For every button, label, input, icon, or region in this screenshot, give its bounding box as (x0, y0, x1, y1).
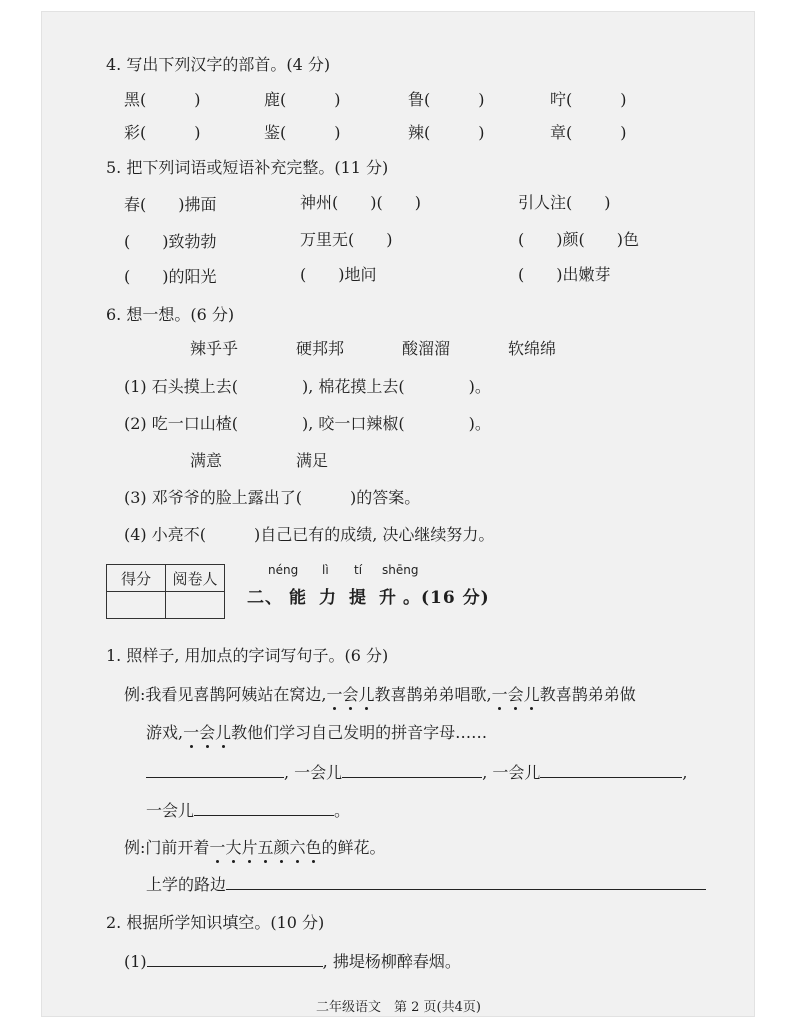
example-text: 教喜鹊弟弟做 (539, 685, 636, 704)
q6-sentence: (1) 石头摸上去( ), 棉花摸上去( )。 (124, 377, 491, 396)
fill-text: , 一会儿 (284, 763, 343, 782)
example-text: 教他们学习自己发明的拼音字母…… (231, 723, 488, 742)
q5-item: 万里无( ) (300, 230, 393, 249)
q4-item: 彩( ) (124, 123, 201, 142)
q6-sentence: (4) 小亮不( )自己已有的成绩, 决心继续努力。 (124, 525, 495, 544)
q5-item: 春( )拂面 (124, 195, 217, 214)
section2-points: 。(16 分) (403, 588, 490, 608)
q4-item: 鲁( ) (408, 90, 485, 109)
p1-fill-line-1 (146, 760, 687, 783)
answer-blank[interactable] (147, 950, 323, 967)
prompt-text: 上学的路边 (146, 875, 227, 894)
example-text: 游戏, (146, 723, 184, 742)
q5-title: 5. 把下列词语或短语补充完整。(11 分) (106, 158, 389, 177)
page-footer: 二年级语文 第 2 页(共4页) (316, 1000, 481, 1015)
example-text: 教喜鹊弟弟唱歌, (374, 685, 492, 704)
q5-item: ( )颜( )色 (518, 230, 639, 249)
q6-title: 6. 想一想。(6 分) (106, 305, 235, 324)
q4-item: 鹿( ) (264, 90, 341, 109)
section2-pinyin (268, 563, 418, 577)
pinyin-syllable: lì (322, 563, 329, 577)
q6-word-option: 满足 (296, 451, 329, 470)
fill-text: 。 (334, 801, 351, 820)
q5-item: 神州( )( ) (300, 193, 421, 212)
q4-item: 章( ) (550, 123, 627, 142)
p2-title: 2. 根据所学知识填空。(10 分) (106, 913, 325, 932)
dotted-word: 一会儿 (183, 723, 232, 742)
q4-item: 辣( ) (408, 123, 485, 142)
q6-sentence: (2) 吃一口山楂( ), 咬一口辣椒( )。 (124, 414, 491, 433)
answer-blank[interactable] (540, 761, 682, 778)
p1-example-1-line1 (124, 682, 636, 705)
pinyin-syllable: shēng (382, 563, 419, 577)
q4-item: 黑( ) (124, 90, 201, 109)
p1-fill-line-2 (146, 798, 350, 821)
item-number: (1) (124, 952, 147, 971)
example-text: 的鲜花。 (321, 838, 386, 857)
fill-text: 一会儿 (146, 801, 195, 820)
score-cell[interactable] (107, 592, 166, 619)
fill-text: , 拂堤杨柳醉春烟。 (322, 952, 461, 971)
q6-word-option: 软绵绵 (508, 339, 557, 358)
answer-blank[interactable] (194, 799, 334, 816)
q6-word-option: 辣乎乎 (190, 339, 239, 358)
q5-item: ( )的阳光 (124, 267, 217, 286)
pinyin-syllable: néng (268, 563, 299, 577)
pinyin-syllable: tí (354, 563, 363, 577)
grader-label: 阅卷人 (166, 565, 225, 592)
p1-example-2 (124, 835, 386, 858)
q6-word-option: 硬邦邦 (296, 339, 345, 358)
section2-char: 提 (349, 588, 367, 608)
p1-title: 1. 照样子, 用加点的字词写句子。(6 分) (106, 646, 389, 665)
score-box (106, 564, 225, 619)
example-text: 我看见喜鹊阿姨站在窝边, (145, 685, 327, 704)
q6-word-option: 满意 (190, 451, 223, 470)
grader-cell[interactable] (166, 592, 225, 619)
p2-item-1 (124, 949, 461, 972)
section2-heading (247, 583, 490, 608)
fill-text: , 一会儿 (482, 763, 541, 782)
section2-char: 能 (289, 588, 307, 608)
answer-blank[interactable] (342, 761, 482, 778)
dotted-word: 一会儿 (326, 685, 375, 704)
q4-item: 咛( ) (550, 90, 627, 109)
answer-blank[interactable] (226, 873, 706, 890)
q4-title: 4. 写出下列汉字的部首。(4 分) (106, 55, 331, 74)
q6-word-option: 酸溜溜 (402, 339, 451, 358)
section2-char: 力 (319, 588, 337, 608)
example-label: 例: (124, 685, 146, 704)
dotted-word: 一大片五颜六色 (209, 838, 322, 857)
answer-blank[interactable] (146, 761, 284, 778)
q5-item: ( )致勃勃 (124, 232, 217, 251)
p1-example-1-line2 (146, 720, 487, 743)
q5-item: ( )出嫩芽 (518, 265, 611, 284)
score-label: 得分 (107, 565, 166, 592)
q6-sentence: (3) 邓爷爷的脸上露出了( )的答案。 (124, 488, 421, 507)
fill-text: , (682, 763, 688, 782)
section2-char: 升 (379, 588, 397, 608)
example-text: 门前开着 (145, 838, 210, 857)
example-label: 例: (124, 838, 146, 857)
section2-prefix: 二、 (247, 588, 283, 608)
q5-item: 引人注( ) (518, 193, 611, 212)
q4-item: 鉴( ) (264, 123, 341, 142)
p1-write-line (146, 872, 706, 895)
dotted-word: 一会儿 (491, 685, 540, 704)
q5-item: ( )地问 (300, 265, 377, 284)
